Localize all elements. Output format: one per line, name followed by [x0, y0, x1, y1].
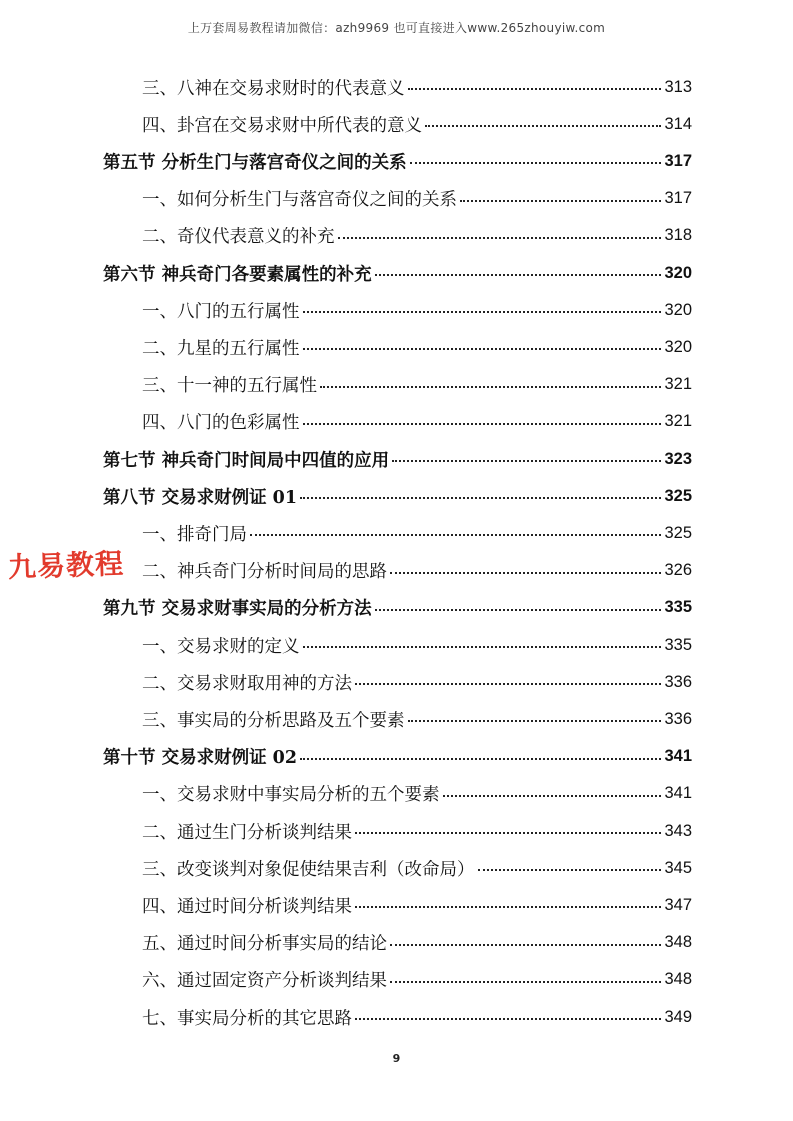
toc-dot-leader — [303, 423, 662, 425]
toc-entry-page: 336 — [664, 672, 692, 691]
toc-dot-leader — [303, 311, 662, 313]
toc-entry-page: 348 — [664, 970, 692, 989]
toc-dot-leader — [425, 125, 661, 127]
toc-dot-leader — [355, 832, 661, 834]
toc-entry-title: 二、通过生门分析谈判结果 — [142, 822, 352, 843]
toc-dot-leader — [478, 869, 662, 871]
toc-subsection-entry[interactable] — [0, 928, 692, 958]
toc-entry-title: 四、卦宫在交易求财中所代表的意义 — [142, 115, 422, 136]
toc-dot-leader — [355, 906, 661, 908]
toc-section-entry[interactable] — [0, 593, 692, 623]
toc-subsection-entry[interactable] — [0, 667, 692, 697]
toc-subsection-entry[interactable] — [0, 295, 692, 325]
toc-section-entry[interactable] — [0, 481, 692, 511]
toc-subsection-entry[interactable] — [0, 332, 692, 362]
toc-entry-title: 二、九星的五行属性 — [142, 338, 300, 359]
toc-dot-leader — [375, 609, 662, 611]
toc-dot-leader — [410, 162, 662, 164]
toc-dot-leader — [303, 646, 662, 648]
toc-entry-page: 313 — [664, 77, 692, 96]
toc-entry-title: 第六节 神兵奇门各要素属性的补充 — [103, 264, 372, 285]
toc-entry-page: 336 — [664, 709, 692, 728]
toc-entry-page: 320 — [664, 300, 692, 319]
toc-entry-title: 一、排奇门局 — [142, 524, 247, 545]
toc-subsection-entry[interactable] — [0, 1002, 692, 1032]
toc-subsection-entry[interactable] — [0, 853, 692, 883]
toc-dot-leader — [408, 88, 662, 90]
toc-entry-page: 314 — [664, 114, 692, 133]
toc-entry-title: 二、交易求财取用神的方法 — [142, 673, 352, 694]
toc-dot-leader — [250, 534, 661, 536]
toc-entry-title: 二、神兵奇门分析时间局的思路 — [142, 562, 387, 583]
toc-dot-leader — [338, 237, 662, 239]
toc-entry-title: 一、八门的五行属性 — [142, 301, 300, 322]
toc-subsection-entry[interactable] — [0, 816, 692, 846]
toc-entry-page: 348 — [664, 933, 692, 952]
toc-entry-page: 341 — [664, 747, 692, 766]
toc-entry-title: 五、通过时间分析事实局的结论 — [142, 934, 387, 955]
toc-subsection-entry[interactable] — [0, 109, 692, 139]
toc-dot-leader — [443, 795, 662, 797]
toc-entry-title: 一、交易求财中事实局分析的五个要素 — [142, 785, 440, 806]
toc-dot-leader — [390, 981, 661, 983]
toc-entry-title: 二、奇仪代表意义的补充 — [142, 227, 335, 248]
toc-subsection-entry[interactable] — [0, 890, 692, 920]
toc-dot-leader — [390, 572, 661, 574]
toc-entry-page: 318 — [664, 226, 692, 245]
toc-dot-leader — [303, 348, 662, 350]
toc-entry-page: 317 — [664, 189, 692, 208]
toc-dot-leader — [390, 944, 661, 946]
toc-dot-leader — [392, 460, 661, 462]
toc-dot-leader — [300, 758, 661, 760]
header-banner: 上万套周易教程请加微信：azh9969 也可直接进入www.265zhouyiw.com — [187, 21, 606, 35]
toc-entry-page: 325 — [664, 523, 692, 542]
toc-entry-page: 326 — [664, 561, 692, 580]
toc-dot-leader — [355, 683, 661, 685]
toc-entry-page: 349 — [664, 1007, 692, 1026]
toc-entry-page: 335 — [664, 598, 692, 617]
toc-entry-title: 四、通过时间分析谈判结果 — [142, 896, 352, 917]
toc-dot-leader — [300, 497, 661, 499]
toc-entry-page: 347 — [664, 895, 692, 914]
toc-subsection-entry[interactable] — [0, 407, 692, 437]
toc-entry-page: 323 — [664, 449, 692, 468]
watermark: 九易教程 — [7, 546, 125, 585]
toc-entry-page: 320 — [664, 337, 692, 356]
toc-section-entry[interactable] — [0, 742, 692, 772]
toc-subsection-entry[interactable] — [0, 779, 692, 809]
toc-subsection-entry[interactable] — [0, 965, 692, 995]
toc-entry-title: 第十节 交易求财例证 02 — [103, 748, 298, 769]
toc-entry-title: 七、事实局分析的其它思路 — [142, 1008, 352, 1029]
toc-section-entry[interactable] — [0, 444, 692, 474]
toc-entry-page: 341 — [664, 784, 692, 803]
toc-section-entry[interactable] — [0, 146, 692, 176]
toc-subsection-entry[interactable] — [0, 72, 692, 102]
toc-entry-title: 第七节 神兵奇门时间局中四值的应用 — [103, 450, 390, 471]
toc-entry-title: 第八节 交易求财例证 01 — [103, 487, 298, 508]
toc-entry-title: 第五节 分析生门与落宫奇仪之间的关系 — [103, 152, 407, 173]
toc-entry-page: 325 — [664, 486, 692, 505]
toc-dot-leader — [320, 386, 661, 388]
toc-entry-title: 第九节 交易求财事实局的分析方法 — [103, 599, 372, 620]
toc-entry-page: 320 — [664, 263, 692, 282]
toc-entry-title: 一、交易求财的定义 — [142, 636, 300, 657]
toc-entry-title: 一、如何分析生门与落宫奇仪之间的关系 — [142, 190, 457, 211]
toc-entry-page: 317 — [664, 151, 692, 170]
toc-entry-page: 343 — [664, 821, 692, 840]
toc-entry-page: 321 — [664, 375, 692, 394]
toc-entry-title: 三、八神在交易求财时的代表意义 — [142, 78, 405, 99]
toc-dot-leader — [375, 274, 662, 276]
toc-entry-page: 321 — [664, 412, 692, 431]
toc-entry-title: 三、事实局的分析思路及五个要素 — [142, 710, 405, 731]
page-number: 9 — [392, 1052, 401, 1065]
toc-entry-page: 335 — [664, 635, 692, 654]
toc-entry-title: 六、通过固定资产分析谈判结果 — [142, 971, 387, 992]
toc-subsection-entry[interactable] — [0, 704, 692, 734]
toc-subsection-entry[interactable] — [0, 630, 692, 660]
toc-dot-leader — [460, 200, 661, 202]
toc-subsection-entry[interactable] — [0, 370, 692, 400]
toc-dot-leader — [408, 720, 662, 722]
toc-section-entry[interactable] — [0, 258, 692, 288]
toc-subsection-entry[interactable] — [0, 221, 692, 251]
toc-subsection-entry[interactable] — [0, 184, 692, 214]
toc-entry-title: 三、十一神的五行属性 — [142, 376, 317, 397]
toc-entry-title: 四、八门的色彩属性 — [142, 413, 300, 434]
toc-entry-title: 三、改变谈判对象促使结果吉利（改命局） — [142, 859, 475, 880]
toc-dot-leader — [355, 1018, 661, 1020]
toc-entry-page: 345 — [664, 858, 692, 877]
